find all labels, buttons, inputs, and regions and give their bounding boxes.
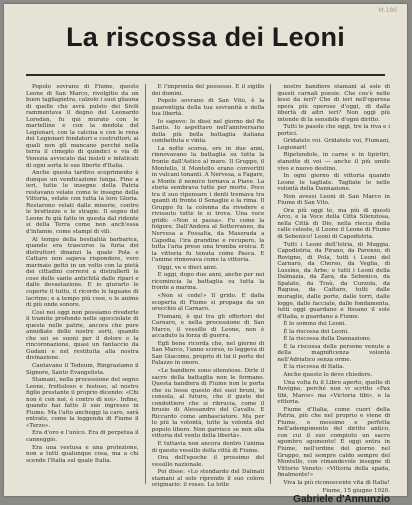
- paragraph: Poi disse: «Lo stendardo del Dalmati stamani al sole riprende il suo colore originario: il rosso. La lotte: [151, 469, 265, 489]
- paragraph: Oggi, ve e dieci anni.: [157, 264, 218, 271]
- column-1: [26, 84, 139, 484]
- signature: Gabriele d'Annunzio: [293, 493, 390, 505]
- newspaper-clipping: [4, 4, 407, 505]
- column-2: [151, 84, 265, 489]
- paragraph: Anche questa tardivo scoprimento è dunque un vendicazione lunga. Fino a ieri, tutte le insegne della Patria restavano velate come le insegne della Vittoria, velate con tutta la loro Gloria. Restarono velati dalle miserie, contro le bruttezze e le stragie. Il segno del Leone fu già fatto in questa dal ridente sì della Terra come non anch'essa d'infamie, come stampi di vili.: [26, 170, 139, 236]
- column-3: [277, 84, 390, 505]
- paragraph: Non avessi Leoni di San Marco in Fiume di San Vito.: [277, 193, 390, 207]
- paragraph: Tutti i Leoni dell'Istria, di Muggia, Capodistria, da Pirano, da Parenzo, di Rovigno, di Pola, tutti i Leoni del Carnaro, da Cherso, da Veglia, di Lussino, da Arbe; e tutti i Leoni della Dalmazia, da Zara, da Sebenico, da Spalato, da Traù, da Curzola, da Ragusa, da Cattaro, tutti dalle muraglie, dalle porte, dalle torri, dalle logge, dalle facciate, dalle fondamenta, tutti oggi guardano e fissano il sole d'Italia, e guardano a Fiume.: [277, 241, 390, 320]
- paragraph: Tutti le pasole che oggi, tre la riva e i portici.: [277, 124, 390, 137]
- paragraph: Cantavano il Tedeum, Ringraziamo il Signore, Santo Evangelista.: [26, 362, 139, 376]
- paragraph: Così noi oggi non possiamo rivederle il tramite profondo nelle sgocciolate di queste nelle patrie, ancora che pure annidiate delle nostre sorti, quando che sei se suoni per il dolore e la rincoronazione, quasi un fantaccio da Gudani e nel restituita alla nostra divinazione.: [26, 309, 139, 362]
- paragraph: Una volta fu il Libro aperto, quello di Rovigno, perché non vi scritto «Pax tibi, Marce» ma «Victoria tibi», e la vittoria.: [277, 379, 390, 406]
- article-columns: [26, 84, 390, 505]
- paragraph: È la riscossa della Dannazione.: [283, 336, 372, 343]
- paragraph: «Non si cede!» Il grido. E dalla scoperta di Fiume si propaga da un orecchio al Carnaro.: [151, 292, 265, 313]
- paragraph: E oggi, dopo due anni, anche per noi ricomincia la battaglia su tutta la fronte a marina.: [151, 272, 265, 292]
- paragraph: Ora più oggi te, ma più di questi Arco, e la Voce della Città Silenziosa, nella Città di Dio, nella riecca della calle celeste, il Leone il Leone di Fiume di Sebenico! Leoni di Capodistria.: [277, 207, 390, 241]
- paragraph: Popolo sovrano di Fiume, questo Leone di San Marco, rivolgitio da un buon tagliapietra, calzolo i suoi gliauna di quelle che avrà pulsto dei Sivili rammentava il degno del Leonardo Loredan, fu qui murato con le martelline e con la medola del Legionari, con la calcina e con le rena dei Legionari fondatori e costruttori; ai quali non gli mancano perché nella terra il cimeplo di quindici e via di Venezia avvocato dai insisti e infaticati di ogni sorta le sue liberte d'Italia.: [26, 84, 139, 169]
- column-divider: [270, 84, 271, 484]
- paragraph: Era d'oro e l'unico. Era di perpetua il canneggio.: [26, 430, 139, 443]
- title-rule: [26, 74, 385, 76]
- paragraph: È la riscossa di Italia.: [283, 364, 345, 371]
- paragraph: Al tempo della bestialità barbarica, quando era trascorso la furia dei distruttori dinanzi la quale Pola e Cattaro non sapeva rispondere, vero marinaio gettò in un volto con la pietà dei cittadini corrersi a distrallerli le cose delle sante antichità dalle ripari e dalle devastazione. E io giurarlo le coperte il tutto, il ricordo le laguane di lacrime; e a tempo più cose, e le anime di più onde sonore.: [26, 236, 139, 309]
- paragraph: È la riscossa dei Leoni.: [283, 328, 349, 335]
- paragraph: Popolo sovrano di San Vito, è la guarentigia della tua sovranità e della tua libertà.: [151, 98, 265, 118]
- paragraph: Anche questo lo devo chiedere.: [283, 371, 373, 378]
- paragraph: Io sapevo: lo dissi nel giorno del Re Santo. Io aspettavo nell'anniversario della più bella battaglia italiana combattuta e vinta.: [151, 118, 265, 145]
- paragraph: Era una vestusa e una protezione, non a tutti qualunque cosa, ma a chi scende l'Italia sul quale Italia.: [26, 444, 139, 464]
- archive-mark: M.186: [378, 7, 397, 14]
- paragraph: Stamani, nella processione del segno Leone, frettoloso e festoso, al nostro figlio prestante il proprio dicendo: «Chi non è con noi, è contro di noi». Infine, quando hai fatto il suo ingresso in Fiume. Ma l'alto ancheggi la caro, sarà entrato, come la leggenda di Fiume il «Terzo».: [26, 377, 139, 429]
- paragraph: È lo sommo dei Leoni.: [283, 321, 347, 328]
- paragraph: In ogni giorno di vittoria quando Leone le tagliate. Tagliate le nelle volontà della Dannazione.: [277, 173, 390, 193]
- paragraph: E tuttavia non ancora dentro l'anima di questo vessillo della città di Fiume.: [151, 440, 265, 454]
- article-title: La riscossa dei Leoni: [66, 22, 345, 52]
- paragraph: E l'impronta del possesso. E il sigillo dei domini.: [151, 84, 265, 97]
- paragraph: Ora dell'epoche il prossimo del vessillo nazionale.: [151, 455, 265, 468]
- paragraph: Viva la più riconoscente vita di Italia!: [283, 479, 390, 486]
- paragraph: «Le bandiere sono silenziose. Dirle il sacro della battaglia non le formano. Questa bandiera di Fiume non le porta che su lesse questo dei suoi bruni, le consola, al futuro, che il gusto del condottiero che si ribrucia, come il brusio di Alessandro del Cavallo. E Riccardo come ambasciatore. Ma per lo più la volontà, tutte la volontà del popolo libero. Non garrisce se non alla vittoria del vento della libertà».: [151, 367, 265, 440]
- paragraph: Ripetendole, in carne e in tipiritri, stanotte di voi — anche il più umile vivo e nuovo destino.: [277, 152, 390, 172]
- paragraph: Fiume d'Italia, come cuori della Patria, più che nel proprio e viene di Fiume, o messimo e perfetta nell'adempimento del diritto antico, con cui il suo compiuto un sacro sgombro sgomento! E oggi entra in Fiume, nell'ordine del giorno nel Gruppo, nel sempre caldo sempre del Montello, con rimandevole insegne di Vittorio Veneto: «Vittoria della spada, finalmente!»: [277, 406, 390, 479]
- column-divider: [145, 84, 146, 484]
- paragraph: Fiumani, è qui tra gli offertori del Carnaro, e nella processione di San Marco, il vessillo di Leone, non è accaduto la forza di guerra.: [151, 313, 265, 340]
- paragraph: La notte scorsa, ore in due anni, rinnovavano la battaglia su tutta la fronte dall'Astico al mare. Il Gruppo, il Montello, il Montello erano convertiti in vulcani tonanti. A Nervesa, a Fagare, a Monte il nemico tornava a Piave. La storia sembrava tutte per morte. Poco tra il suo ripensare i denti tremava tra quanti di fronte il Senaglie e la rima. Il Gruppo fu la colonna da rivedere e rivissuto tutte le si trova. Una voce gridò: «Non si passa». Fu come la folgore. Dall'Andora al Sotterraneo, da Nervesa a Fossalta, da Maserada a Capodia, l'ira grandine e recupero, la tutta l'aria prese una tromba eroica. E la vittoria fu tenuta come Pasca. E l'anime rinnovava come la vittoria.: [151, 145, 265, 264]
- dateline: Fiume, 15 giugno 1920.: [322, 488, 390, 495]
- paragraph: Egli bene ricorda che, nel giorno di San Marco, l'anno scorso, io leggeva di San Giacomo, proprio di lui il porto del Palazzo in onore.: [151, 340, 265, 367]
- paragraph: È la riscossa delle persone venute a della magnificenza volontà nell'Adriatico senza orme.: [277, 343, 390, 363]
- paragraph: Gridatelo voi. Gridatelo voi, Fiumani, Legionari!: [277, 138, 390, 151]
- paragraph: nostre bandiere stamani al sole di questi carnali poesie. Che cos'è nelle lessi da ieri? Che di ieri nell'operosa opera più operose d'oggi, di dalla libertà di altri ieri? Non oggi più intende di la sensibile d'ogni diritto.: [277, 84, 390, 123]
